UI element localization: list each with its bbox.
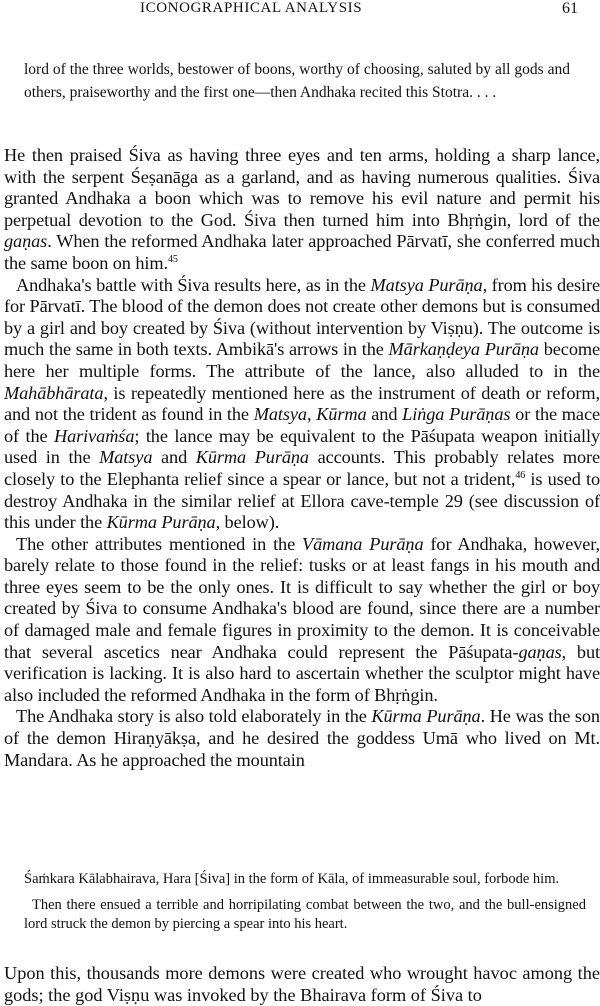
quote-paragraph: lord of the three worlds, bestower of boons, worthy of choosing, saluted by all gods and others, praiseworthy and the first one—then Andhaka recited this Stotra. . . .	[24, 61, 570, 101]
block-quote-kurma	[24, 870, 586, 941]
paragraph-attributes: The other attributes mentioned in the Vāmana Purāṇa for Andhaka, however, barely relate to those found in the relief: tusks or at least fangs in his mouth and three eyes seem to be the only ones. It is difficult to say whether the girl or boy created by Śiva to consume Andhaka's blood are found, since there are a number of damaged male and female figures in proximity to the demon. It is conceivable that several ascetics near Andhaka could represent the Pāśupata-gaṇas, but verification is lacking. It is also hard to ascertain whether the sculptor might have also included the reformed Andhaka in the form of Bhṛṅgin.	[4, 533, 600, 705]
running-title: ICONOGRAPHICAL ANALYSIS	[140, 0, 363, 16]
paragraph-battle: Andhaka's battle with Śiva results here, as in the Matsya Purāṇa, from his desire for Pārvatī. The blood of the demon does not create other demons but is consumed by a girl and boy created by Śiva (without intervention by Viṣṇu). The outcome is much the same in both texts. Ambikā's arrows in the Mārkaṇḍeya Purāṇa become here her multiple forms. The attribute of the lance, also alluded to in the Mahābhārata, is repeatedly mentioned here as the instrument of death or reform, and not the trident as found in the Matsya, Kūrma and Liṅga Purāṇas or the mace of the Harivaṁśa; the lance may be equivalent to the Pāśupata weapon initially used in the Matsya and Kūrma Purāṇa accounts. This probably relates more closely to the Elephanta relief since a spear or lance, but not a trident,$^{46}$ is used to destroy Andhaka in the similar relief at Ellora cave-temple 29 (see discussion of this under the Kūrma Purāṇa, below).	[4, 274, 600, 533]
paragraph-kurma: The Andhaka story is also told elaborately in the Kūrma Purāṇa. He was the son of the demon Hiraṇyākṣa, and he desired the goddess Umā who lived on Mt. Mandara. As he approached the mountain	[4, 706, 600, 770]
footnote-ref-45[interactable]: 45	[167, 253, 178, 265]
footnote-ref-46[interactable]: 46	[515, 469, 526, 481]
body-text	[4, 145, 600, 771]
quote-paragraph: Then there ensued a terrible and horripilating combat between the two, and the bull-ensigned lord struck the demon by piercing a spear into his heart.	[24, 896, 586, 932]
paragraph-tail: Upon this, thousands more demons were created who wrought havoc among the gods; the god Viṣṇu was invoked by the Bhairava form of Śiva to	[4, 963, 600, 1005]
running-head	[0, 0, 600, 22]
body-text-continued	[4, 962, 600, 1006]
quote-paragraph: Śaṁkara Kālabhairava, Hara [Śiva] in the form of Kāla, of immeasurable soul, forbode him.	[24, 871, 560, 887]
page-number: 61	[562, 0, 578, 17]
paragraph-praise: He then praised Śiva as having three eyes and ten arms, holding a sharp lance, with the serpent Śeṣanāga as a garland, and as having numerous qualities. Śiva granted Andhaka a boon which was to remove his evil nature and permit his perpetual devotion to the God. Śiva then turned him into Bhṛṅgin, lord of the gaṇas. When the reformed Andhaka later approached Pārvatī, she conferred much the same boon on him.$^{45}$	[4, 145, 600, 273]
block-quote-stotra	[24, 58, 570, 104]
